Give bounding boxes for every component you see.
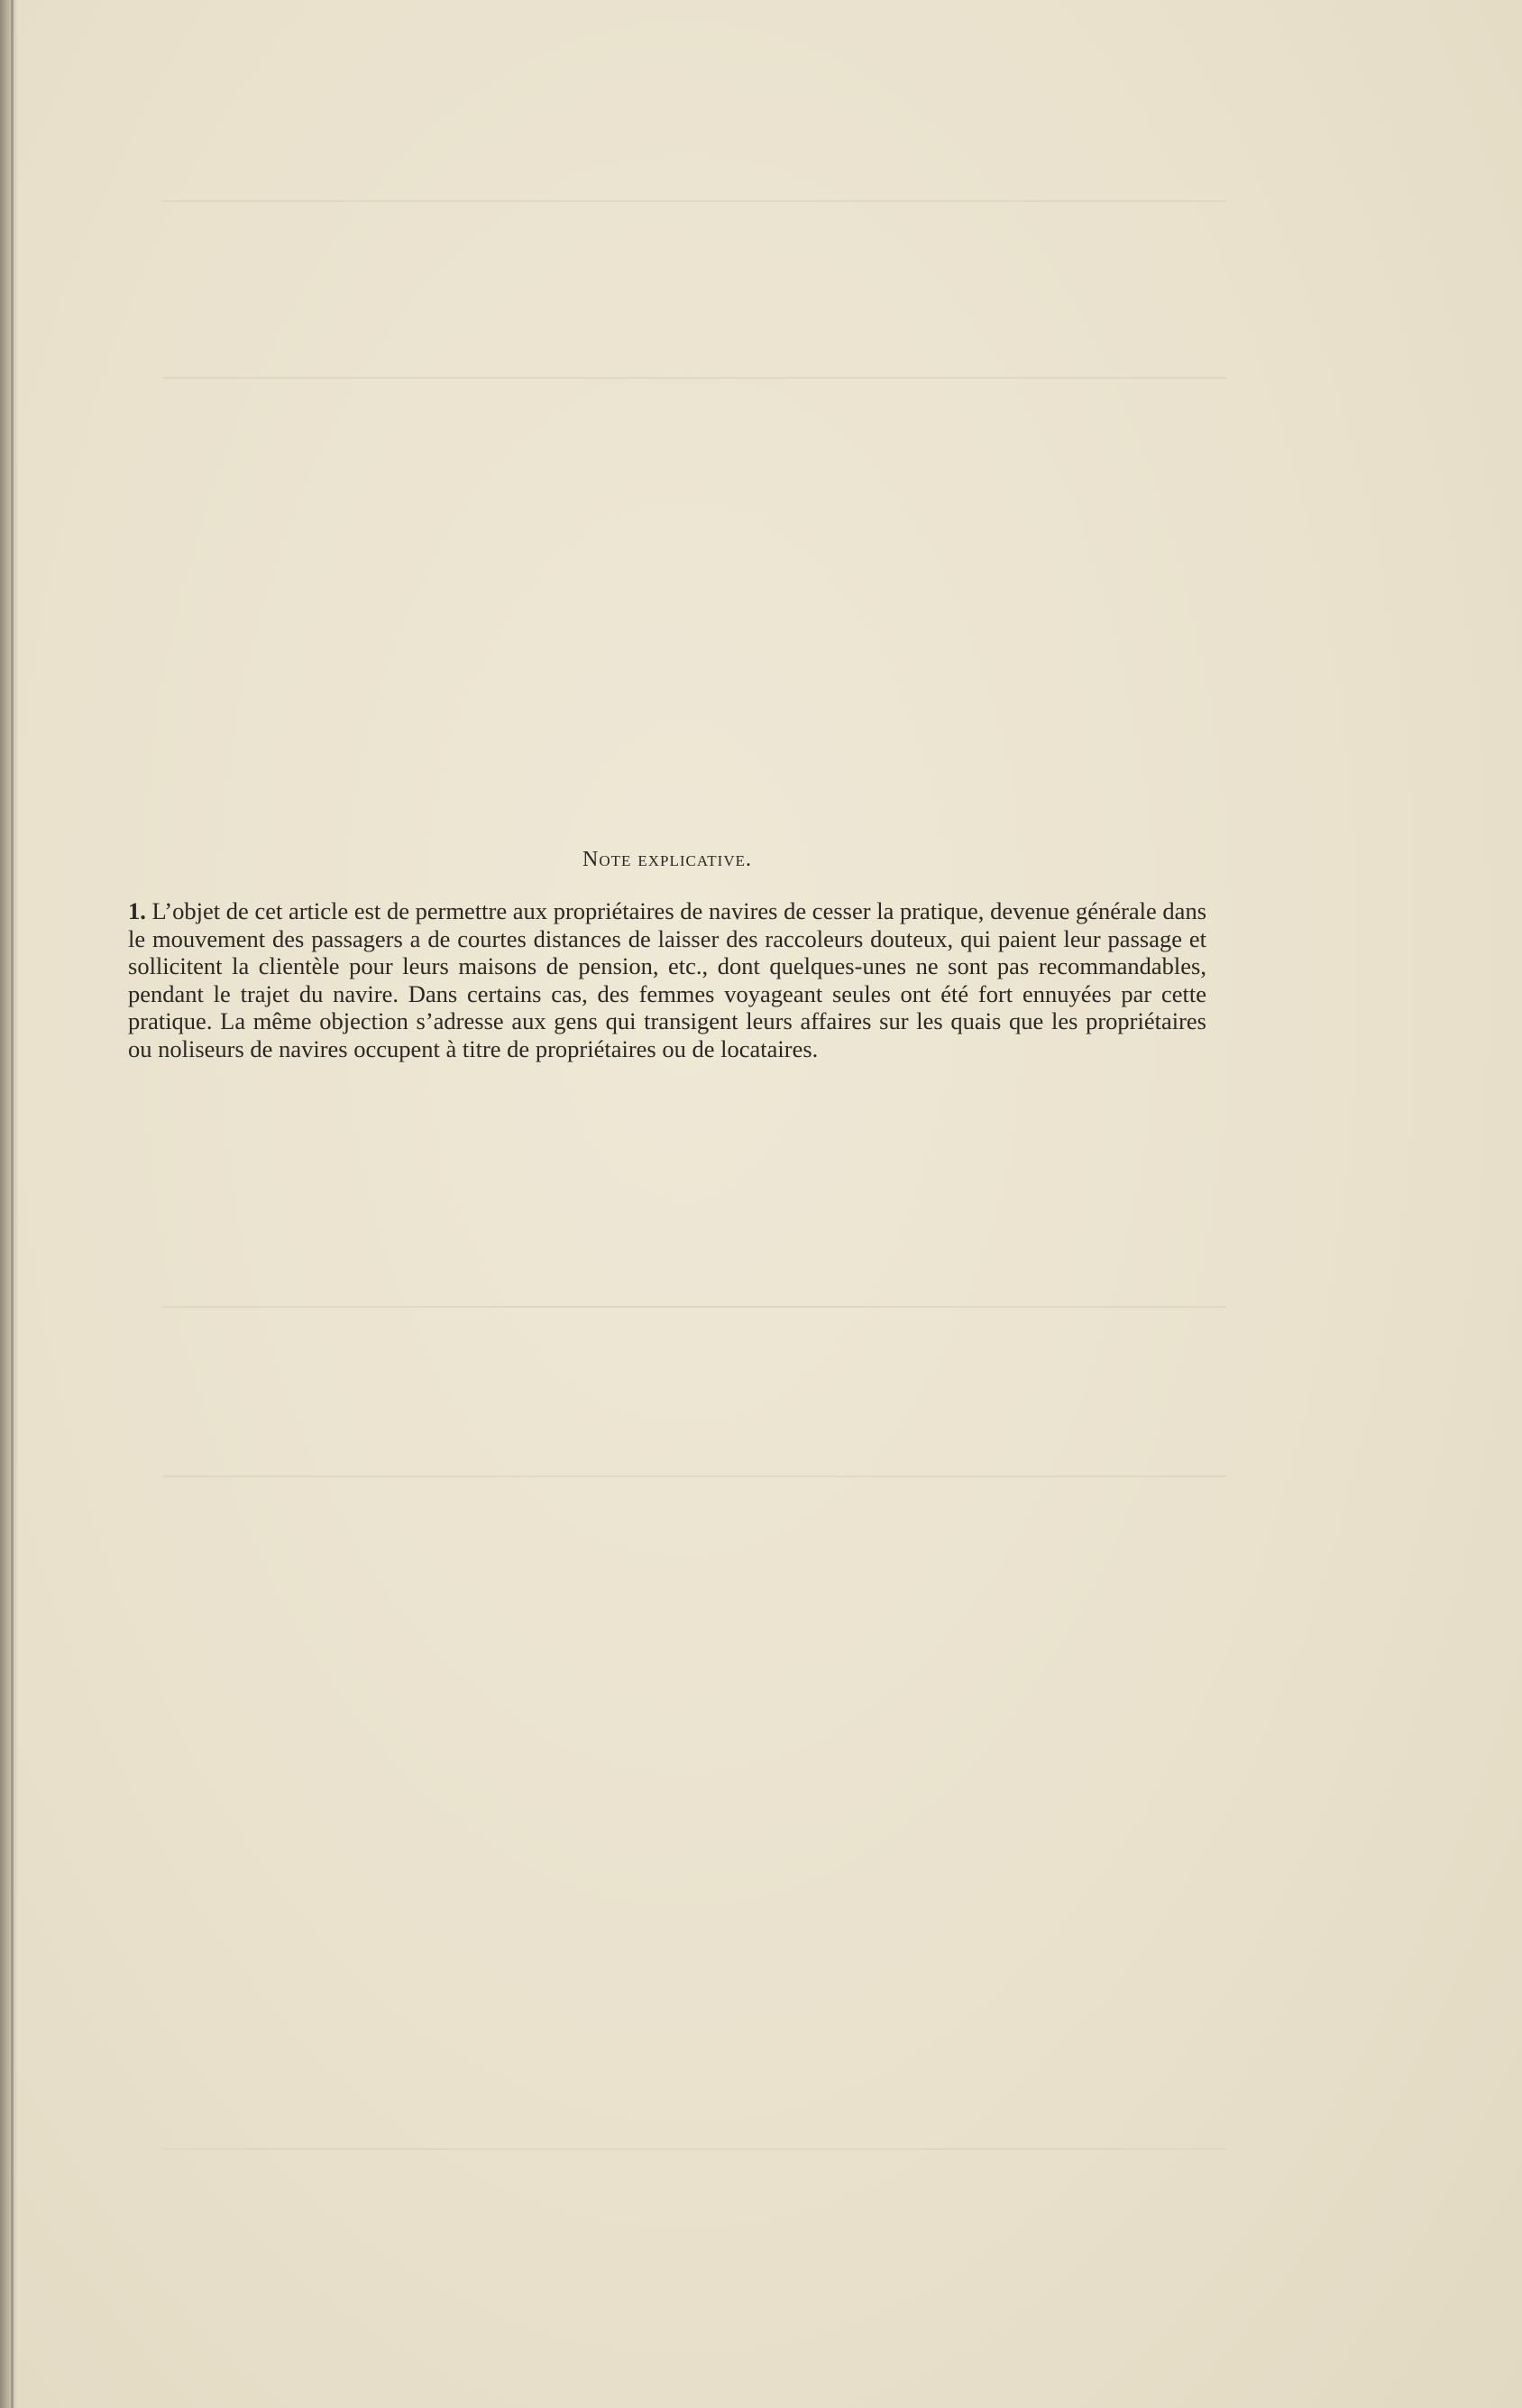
bleed-through-rule bbox=[162, 1475, 1226, 1477]
page-binding-edge bbox=[0, 0, 18, 2408]
note-title: Note explicative. bbox=[582, 848, 752, 871]
page-binding-line bbox=[11, 0, 14, 2408]
note-paragraph bbox=[128, 897, 1206, 1062]
note-number: 1. bbox=[128, 897, 146, 924]
bleed-through-rule bbox=[162, 200, 1226, 202]
note-text: L’objet de cet article est de permettre aux propriétaires de navires de cesser la pratique, devenue générale dans le mouvement des passagers a de courtes distances de laisser des raccoleurs douteux, qui paient leur passage et sollicitent la clientèle pour leurs maisons de pension, etc., dont quelques-unes ne sont pas recommandables, pendant le trajet du navire. Dans certains cas, des femmes voyageant seules ont été fort ennuyées par cette pratique. La même objection s’adresse aux gens qui transigent leurs affaires sur les quais que les propriétaires ou noliseurs de navires occupent à titre de propriétaires ou de locataires. bbox=[128, 897, 1207, 1062]
bleed-through-rule bbox=[162, 2148, 1226, 2150]
bleed-through-rule bbox=[162, 377, 1226, 379]
bleed-through-rule bbox=[162, 1306, 1226, 1308]
explanatory-note bbox=[128, 848, 1206, 1062]
